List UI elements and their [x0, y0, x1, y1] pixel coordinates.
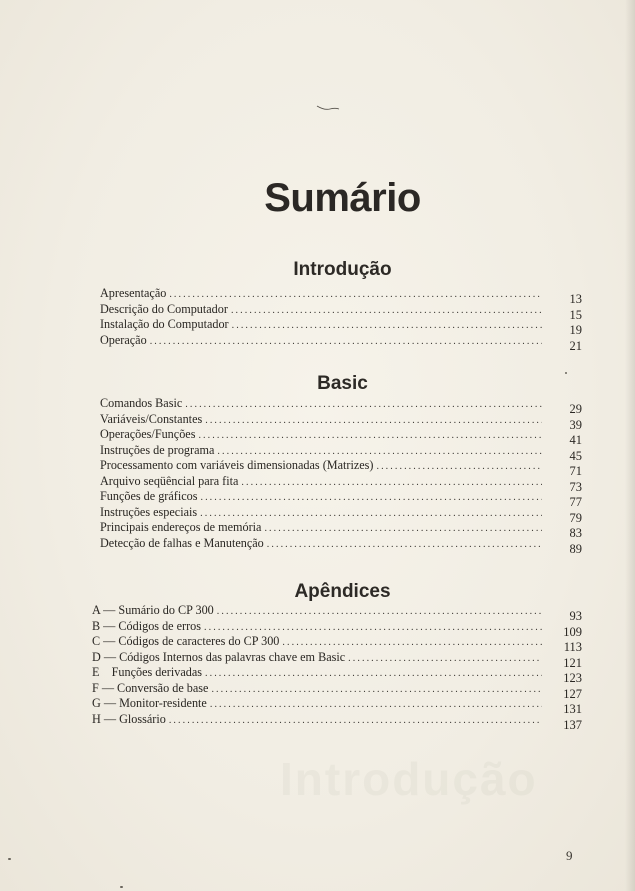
dot-leader [217, 444, 542, 460]
dot-leader [210, 697, 542, 713]
page-title: Sumário [264, 176, 421, 220]
toc-entry[interactable] [100, 286, 545, 302]
toc-entry-label: Arquivo seqüêncial para fita [100, 473, 239, 488]
dot-leader [185, 397, 542, 413]
dot-leader [217, 604, 542, 620]
toc-page-number: 71 [569, 464, 582, 478]
toc-entry[interactable] [92, 681, 545, 697]
toc-page-number: 39 [569, 417, 582, 432]
toc-entry[interactable] [100, 443, 545, 459]
section-title-apendices: Apêndices [294, 581, 391, 602]
dot-leader [169, 287, 542, 303]
toc-entry[interactable] [92, 634, 545, 650]
toc-entry[interactable] [92, 696, 545, 712]
toc-page-number: 121 [563, 655, 582, 670]
toc-entry-label: Detecção de falhas e Manutenção [100, 535, 264, 550]
dot-leader [198, 428, 542, 444]
toc-page-number: 137 [563, 717, 582, 732]
toc-page-number: 89 [569, 541, 582, 556]
toc-list-apendices [92, 603, 545, 727]
paper-speck [120, 886, 123, 888]
toc-page-number: 113 [563, 640, 582, 654]
page-numbers-apendices [548, 603, 588, 732]
toc-page-number: 131 [563, 702, 582, 716]
toc-page-number: 13 [569, 292, 582, 306]
toc-entry[interactable] [100, 396, 545, 412]
dot-leader [169, 713, 542, 729]
toc-entry-label: G — Monitor-residente [92, 696, 207, 710]
toc-entry-label: Processamento com variáveis dimensionadas (Matrizes) [100, 458, 374, 472]
toc-page-number: 79 [569, 510, 582, 525]
page-numbers-basic [548, 396, 588, 556]
toc-entry[interactable] [100, 474, 545, 490]
dot-leader [211, 682, 542, 698]
toc-entry-label: A — Sumário do CP 300 [92, 603, 214, 617]
toc-entry[interactable] [92, 619, 545, 635]
toc-entry[interactable] [100, 489, 545, 505]
toc-page-number: 29 [569, 402, 582, 416]
toc-entry[interactable] [100, 333, 545, 349]
page-number: 9 [566, 848, 573, 863]
page-numbers-introducao [548, 286, 588, 353]
toc-entry-label: Instalação do Computador [100, 317, 229, 331]
toc-page-number: 77 [569, 495, 582, 509]
toc-entry-label: Apresentação [100, 286, 167, 300]
toc-page-number: 73 [569, 479, 582, 494]
dot-leader [376, 459, 542, 475]
toc-entry-label: Operações/Funções [100, 427, 196, 441]
toc-entry-label: B — Códigos de erros [92, 618, 202, 633]
toc-entry[interactable] [100, 302, 545, 318]
toc-page-number: 83 [569, 526, 582, 540]
toc-entry[interactable] [100, 427, 545, 443]
toc-entry[interactable] [100, 536, 545, 552]
toc-list-introducao [100, 286, 545, 348]
dot-leader [200, 490, 542, 506]
dot-leader [232, 318, 542, 334]
dot-leader [348, 651, 542, 667]
toc-entry[interactable] [92, 603, 545, 619]
toc-entry-label: Descrição do Computador [100, 301, 228, 316]
dot-leader [150, 334, 542, 350]
dot-leader [231, 303, 542, 319]
section-title-introducao: Introdução [293, 259, 392, 280]
toc-entry[interactable] [100, 412, 545, 428]
toc-entry[interactable] [92, 712, 545, 728]
section-title-basic: Basic [317, 373, 368, 394]
dot-leader [267, 537, 542, 553]
pencil-mark [316, 104, 340, 112]
show-through-text: Introdução [280, 753, 538, 805]
dot-leader [264, 521, 542, 537]
toc-page-number: 45 [569, 448, 582, 463]
toc-entry[interactable] [92, 650, 545, 666]
toc-entry-label: E Funções derivadas [92, 665, 202, 679]
toc-entry-label: F — Conversão de base [92, 680, 209, 695]
toc-entry-label: Principais endereços de memória [100, 520, 262, 534]
dot-leader [205, 413, 542, 429]
toc-entry[interactable] [100, 317, 545, 333]
toc-page-number: 19 [569, 323, 582, 337]
toc-entry-label: Instruções de programa [100, 442, 215, 457]
toc-entry-label: Instruções especiais [100, 504, 198, 519]
toc-entry[interactable] [100, 458, 545, 474]
toc-entry-label: H — Glossário [92, 711, 166, 726]
toc-entry-label: Funções de gráficos [100, 489, 198, 503]
paper-speck [8, 858, 11, 860]
dot-leader [200, 506, 542, 522]
toc-page-number: 93 [569, 609, 582, 623]
toc-entry-label: Comandos Basic [100, 396, 183, 410]
toc-page-number: 15 [569, 307, 582, 322]
toc-entry[interactable] [92, 665, 545, 681]
toc-entry-label: Variáveis/Constantes [100, 411, 203, 426]
toc-page-number: 21 [569, 338, 582, 353]
toc-entry[interactable] [100, 505, 545, 521]
dot-leader [282, 635, 542, 651]
toc-entry-label: Operação [100, 332, 147, 347]
toc-page-number: 41 [569, 433, 582, 447]
toc-page-number: 109 [563, 624, 582, 639]
toc-entry[interactable] [100, 520, 545, 536]
toc-page-number: 123 [563, 671, 582, 685]
dot-leader [204, 620, 542, 636]
toc-page-number: 127 [563, 686, 582, 701]
page-edge-shadow [625, 0, 635, 891]
paper-speck [565, 372, 567, 374]
toc-entry-label: C — Códigos de caracteres do CP 300 [92, 634, 280, 648]
dot-leader [241, 475, 542, 491]
toc-entry-label: D — Códigos Internos das palavras chave em Basic [92, 649, 346, 664]
dot-leader [205, 666, 542, 682]
toc-list-basic [100, 396, 545, 551]
